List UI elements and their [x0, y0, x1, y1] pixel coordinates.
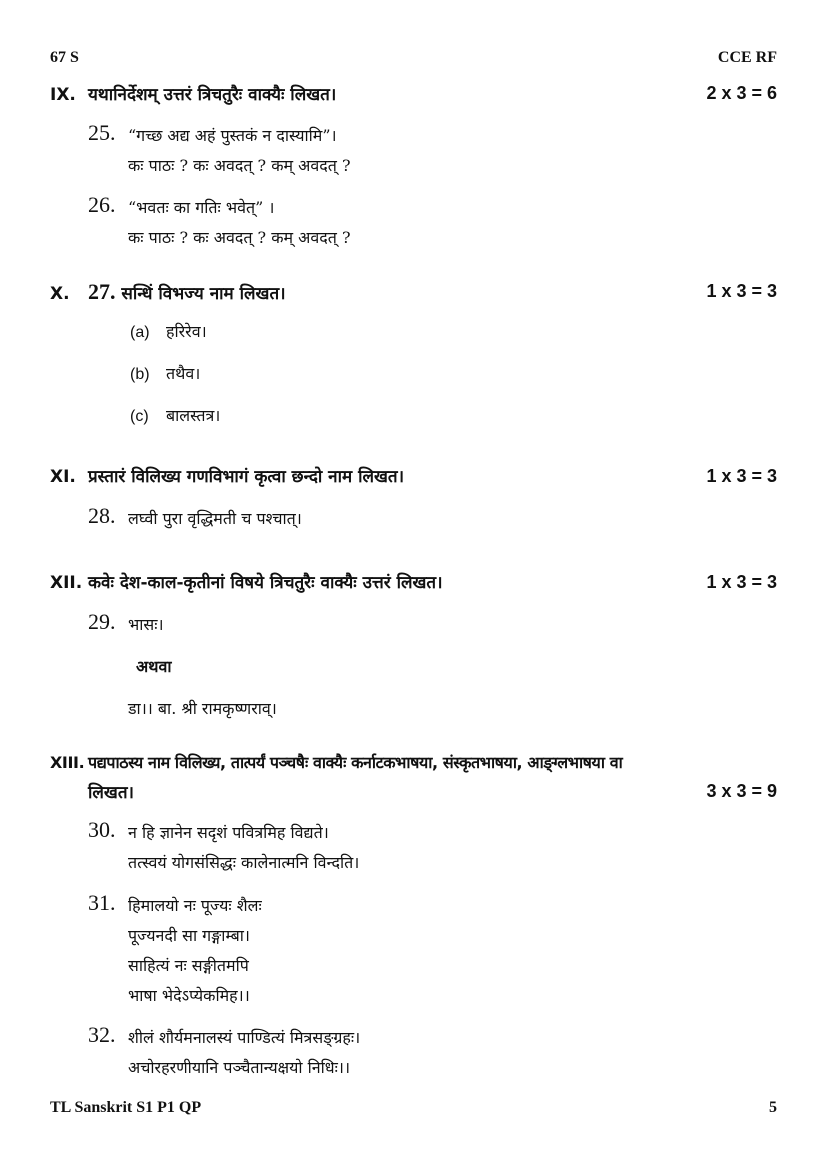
question-25-number: 25. [88, 120, 116, 145]
section-xii-title: कवेः देश-काल-कृतीनां विषये त्रिचतुरैः वाक्यैः उत्तरं लिखत। [88, 573, 443, 593]
section-xiii-title-cont: लिखत। [88, 783, 134, 803]
question-31-line-4: भाषा भेदेऽप्येकमिह।। [128, 986, 250, 1005]
section-ix-marks: 2 x 3 = 6 [706, 83, 777, 103]
question-31-line-2: पूज्यनदी सा गङ्गाम्बा। [128, 926, 250, 945]
question-26-line-2: कः पाठः ? कः अवदत् ? कम् अवदत् ? [128, 228, 351, 247]
question-30-number: 30. [88, 817, 116, 842]
question-31-line-1: हिमालयो नः पूज्यः शैलः [128, 896, 262, 915]
section-xiii-heading [50, 751, 622, 773]
question-29-line-1: भासः। [128, 615, 164, 634]
option-c-text: बालस्तत्र। [166, 406, 221, 425]
question-25-line-1: “गच्छ अद्य अहं पुस्तकं न दास्यामि”। [128, 126, 337, 145]
section-x-title: सन्धिं विभज्य नाम लिखत। [121, 284, 286, 304]
section-xii-marks: 1 x 3 = 3 [706, 572, 777, 592]
section-ix-title: यथानिर्देशम् उत्तरं त्रिचतुरैः वाक्यैः लिखत। [88, 85, 337, 105]
option-b-label: (b) [130, 366, 150, 383]
section-x-marks: 1 x 3 = 3 [706, 281, 777, 301]
question-26-line-1: “भवतः का गतिः भवेत्” । [128, 198, 275, 217]
section-x-numeral: X. [50, 284, 70, 304]
section-xi-heading [50, 464, 404, 487]
section-xiii-title: पद्यपाठस्य नाम विलिख्य, तात्पर्यं पञ्चषैः वाक्यैः कर्नाटकभाषया, संस्कृतभाषया, आङ्ग्लभाषया वा [88, 753, 623, 772]
question-32-number: 32. [88, 1022, 116, 1047]
question-29-number: 29. [88, 609, 116, 634]
section-xiii-marks: 3 x 3 = 9 [706, 781, 777, 801]
question-30-line-2: तत्स्वयं योगसंसिद्धः कालेनात्मनि विन्दति। [128, 853, 360, 872]
question-32-line-1: शीलं शौर्यमनालस्यं पाण्डित्यं मित्रसङ्ग्रहः। [128, 1028, 361, 1047]
footer-paper-code: TL Sanskrit S1 P1 QP [50, 1099, 202, 1116]
question-29-line-2: डा।। बा. श्री रामकृष्णराव्। [128, 699, 277, 718]
question-32-line-2: अचोरहरणीयानि पञ्चैतान्यक्षयो निधिः।। [128, 1058, 351, 1077]
page-number: 5 [769, 1099, 777, 1116]
question-31-number: 31. [88, 890, 116, 915]
question-26-number: 26. [88, 192, 116, 217]
option-c-label: (c) [130, 408, 149, 425]
section-xi-marks: 1 x 3 = 3 [706, 466, 777, 486]
section-xi-title: प्रस्तारं विलिख्य गणविभागं कृत्वा छन्दो नाम लिखत। [88, 467, 405, 487]
header-series: CCE RF [717, 49, 777, 66]
option-a [130, 320, 207, 342]
question-27-number: 27. [88, 279, 116, 304]
header-code: 67 S [50, 49, 79, 66]
question-28-line-1: लघ्वी पुरा वृद्धिमती च पश्चात्। [128, 509, 302, 528]
question-29-or: अथवा [136, 657, 172, 676]
option-b-text: तथैव। [166, 364, 201, 383]
option-a-label: (a) [130, 324, 150, 341]
section-ix-numeral: IX. [50, 85, 76, 105]
question-28-number: 28. [88, 503, 116, 528]
section-x-heading [50, 279, 286, 305]
option-c [130, 404, 220, 426]
option-a-text: हरिरेव। [166, 322, 207, 341]
section-xiii-numeral: XIII. [50, 753, 85, 772]
option-b [130, 362, 200, 384]
section-xii-heading [50, 570, 443, 593]
question-25-line-2: कः पाठः ? कः अवदत् ? कम् अवदत् ? [128, 156, 351, 175]
question-30-line-1: न हि ज्ञानेन सदृशं पवित्रमिह विद्यते। [128, 823, 329, 842]
section-xii-numeral: XII. [50, 573, 83, 593]
question-31-line-3: साहित्यं नः सङ्गीतमपि [128, 956, 249, 975]
section-ix-heading [50, 82, 336, 105]
section-xi-numeral: XI. [50, 467, 76, 487]
